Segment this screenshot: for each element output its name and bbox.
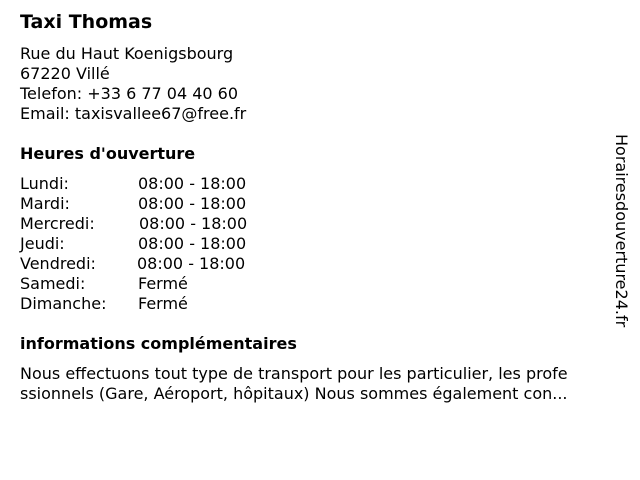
hours-time-value: Fermé xyxy=(138,274,188,293)
hours-time-value: 08:00 - 18:00 xyxy=(137,254,246,273)
email-address: Email: taxisvallee67@free.fr xyxy=(20,104,247,123)
hours-day-label: Jeudi: xyxy=(20,234,65,253)
phone-number: Telefon: +33 6 77 04 40 60 xyxy=(20,84,239,103)
hours-row-monday xyxy=(20,174,320,194)
hours-time-value: 08:00 - 18:00 xyxy=(139,214,248,233)
hours-day-label: Mardi: xyxy=(20,194,70,213)
hours-day-label: Vendredi: xyxy=(20,254,96,273)
hours-row-friday xyxy=(20,254,320,274)
hours-day-label: Samedi: xyxy=(20,274,86,293)
opening-hours-heading: Heures d'ouverture xyxy=(20,144,196,163)
additional-info-heading: informations complémentaires xyxy=(20,334,297,353)
address-street: Rue du Haut Koenigsbourg xyxy=(20,44,234,63)
site-watermark-label: Horairesdouverture24.fr xyxy=(612,134,631,328)
hours-time-value: Fermé xyxy=(138,294,188,313)
hours-day-label: Mercredi: xyxy=(20,214,95,233)
business-name: Taxi Thomas xyxy=(20,11,153,33)
hours-day-label: Lundi: xyxy=(20,174,69,193)
description-line-2: ssionnels (Gare, Aéroport, hôpitaux) Nous sommes également con... xyxy=(20,384,568,403)
hours-row-wednesday xyxy=(20,214,320,234)
description-line-1: Nous effectuons tout type de transport pour les particulier, les profe xyxy=(20,364,568,383)
address-city: 67220 Villé xyxy=(20,64,110,83)
hours-row-tuesday xyxy=(20,194,320,214)
hours-row-sunday xyxy=(20,294,320,314)
hours-day-label: Dimanche: xyxy=(20,294,107,313)
hours-time-value: 08:00 - 18:00 xyxy=(138,194,247,213)
hours-time-value: 08:00 - 18:00 xyxy=(138,174,247,193)
hours-row-saturday xyxy=(20,274,320,294)
hours-time-value: 08:00 - 18:00 xyxy=(138,234,247,253)
hours-row-thursday xyxy=(20,234,320,254)
